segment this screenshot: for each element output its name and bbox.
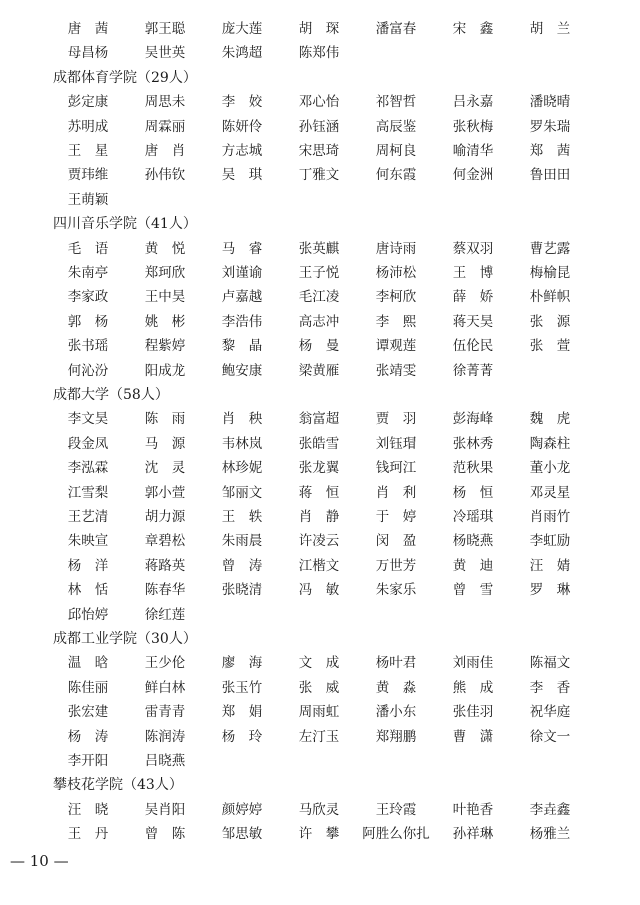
- student-name: 徐文一: [529, 728, 571, 745]
- student-name: 张 威: [298, 679, 340, 696]
- student-name: 张秋梅: [452, 118, 494, 135]
- section-title: 成都工业学院（30人）: [53, 631, 197, 647]
- student-name: 杨 恒: [452, 484, 494, 501]
- student-name: 张书瑶: [67, 338, 109, 355]
- student-name: 蒋路英: [144, 557, 186, 574]
- student-name: 段金凤: [67, 435, 109, 452]
- name-row: [0, 41, 640, 65]
- name-row: [0, 432, 640, 456]
- section-title: 成都大学（58人）: [53, 387, 169, 403]
- student-name: 曾 雪: [452, 582, 494, 599]
- student-name: 钱珂江: [375, 460, 417, 477]
- student-name: 朱家乐: [375, 582, 417, 599]
- name-row: [0, 749, 640, 773]
- student-name: 李 熙: [375, 313, 417, 330]
- student-name: 张龙翼: [298, 460, 340, 477]
- name-row: [0, 90, 640, 114]
- name-row: [0, 505, 640, 529]
- student-name: 孙伟钦: [144, 167, 186, 184]
- student-name: 李 姣: [221, 94, 263, 111]
- student-name: 肖雨竹: [529, 509, 571, 525]
- name-row: [0, 725, 640, 749]
- name-row: [0, 481, 640, 505]
- student-name: 朱鸿超: [221, 45, 263, 62]
- student-name: 何沁汾: [67, 362, 109, 379]
- student-name: 章碧松: [144, 533, 186, 550]
- student-name: 阳成龙: [144, 362, 186, 379]
- student-name: 黄 悦: [144, 240, 186, 257]
- student-name: 潘晓晴: [529, 94, 571, 111]
- student-name: 唐 肖: [144, 143, 186, 159]
- student-name: 王中昊: [144, 289, 186, 306]
- student-name: 张 源: [529, 313, 571, 330]
- student-name: 江雪梨: [67, 484, 109, 501]
- student-name: 毛江凌: [298, 289, 340, 306]
- student-name: 朱雨晨: [221, 533, 263, 550]
- student-name: 丁雅文: [298, 167, 340, 184]
- student-name: 吕晓燕: [144, 753, 186, 769]
- student-name: 马欣灵: [298, 801, 340, 818]
- student-name: 杨 曼: [298, 338, 340, 355]
- name-row: [0, 261, 640, 285]
- student-name: 曾 涛: [221, 557, 263, 574]
- student-name: 张玉竹: [221, 679, 263, 696]
- student-name: 胡 琛: [298, 21, 340, 37]
- student-name: 宋 鑫: [452, 21, 494, 37]
- student-name: 王 星: [67, 143, 109, 159]
- student-name: 邹丽文: [221, 484, 263, 501]
- name-row: [0, 603, 640, 627]
- student-name: 祝华庭: [529, 704, 571, 721]
- student-name: 林珍妮: [221, 460, 263, 477]
- student-name: 于 婷: [375, 509, 417, 525]
- student-name: 肖 利: [375, 484, 417, 501]
- student-name: 徐红莲: [144, 606, 186, 623]
- student-name: 朴鲜帜: [529, 289, 571, 306]
- name-row: [0, 822, 640, 846]
- student-name: 胡力源: [144, 509, 186, 525]
- student-name: 李文昊: [67, 411, 109, 428]
- student-name: 张宏建: [67, 704, 109, 721]
- student-name: 冷瑶琪: [452, 509, 494, 525]
- student-name: 周思未: [144, 94, 186, 111]
- student-name: 李家政: [67, 289, 109, 306]
- student-name: 陈春华: [144, 582, 186, 599]
- student-name: 曹艺露: [529, 240, 571, 257]
- student-name: 杨沛松: [375, 265, 417, 281]
- student-name: 陈郑伟: [298, 45, 340, 62]
- student-name: 吴肖阳: [144, 801, 186, 818]
- student-name: 姚 彬: [144, 313, 186, 330]
- name-row: [0, 285, 640, 309]
- student-name: 陈妍伶: [221, 118, 263, 135]
- student-name: 伍伦民: [452, 338, 494, 355]
- student-name: 鲍安康: [221, 362, 263, 379]
- student-name: 李浩伟: [221, 313, 263, 330]
- name-row: [0, 334, 640, 358]
- student-name: 廖 海: [221, 655, 263, 672]
- student-name: 朱映宣: [67, 533, 109, 550]
- student-name: 孙钰涵: [298, 118, 340, 135]
- student-name: 陈佳丽: [67, 679, 109, 696]
- name-row: [0, 578, 640, 602]
- student-name: 鲁田田: [529, 167, 571, 184]
- name-row: [0, 456, 640, 480]
- name-row: [0, 188, 640, 212]
- section-title: 成都体育学院（29人）: [53, 69, 197, 86]
- student-name: 黄 淼: [375, 679, 417, 696]
- section-header-row: [0, 212, 640, 236]
- student-name: 程紫婷: [144, 338, 186, 355]
- student-name: 张靖雯: [375, 362, 417, 379]
- student-name: 吴世英: [144, 45, 186, 62]
- student-name: 熊 成: [452, 679, 494, 696]
- student-name: 闵 盈: [375, 533, 417, 550]
- student-name: 罗 琳: [529, 582, 571, 599]
- student-name: 王少伦: [144, 655, 186, 672]
- student-name: 刘雨佳: [452, 655, 494, 672]
- student-name: 张英麒: [298, 240, 340, 257]
- student-name: 蒋 恒: [298, 484, 340, 501]
- name-row: [0, 407, 640, 431]
- student-name: 苏明成: [67, 118, 109, 135]
- student-name: 李 香: [529, 679, 571, 696]
- page-number: — 10 —: [10, 852, 69, 870]
- name-row: [0, 529, 640, 553]
- student-name: 黎 晶: [221, 338, 263, 355]
- section-header-row: [0, 383, 640, 407]
- student-name: 贾玮维: [67, 167, 109, 184]
- student-name: 叶艳香: [452, 801, 494, 818]
- student-name: 毛 语: [67, 240, 109, 257]
- student-name: 许 攀: [298, 826, 340, 843]
- student-name: 杨 洋: [67, 557, 109, 574]
- student-name: 高辰鉴: [375, 118, 417, 135]
- student-name: 郭王聪: [144, 21, 186, 37]
- student-name: 彭海峰: [452, 411, 494, 428]
- student-name: 陈福文: [529, 655, 571, 672]
- student-name: 李虹励: [529, 533, 571, 550]
- name-row: [0, 700, 640, 724]
- student-name: 汪 晓: [67, 801, 109, 818]
- student-name: 唐 茜: [67, 21, 109, 37]
- student-name: 李开阳: [67, 753, 109, 769]
- student-name: 王萌颖: [67, 191, 109, 208]
- student-name: 徐菁菁: [452, 362, 494, 379]
- student-name: 蔡双羽: [452, 240, 494, 257]
- student-name: 鲜白林: [144, 679, 186, 696]
- student-name: 邱怡婷: [67, 606, 109, 623]
- student-name: 曾 陈: [144, 826, 186, 843]
- student-name: 卢嘉越: [221, 289, 263, 306]
- student-name: 杨 涛: [67, 728, 109, 745]
- student-name: 郑珂欣: [144, 265, 186, 281]
- name-row: [0, 310, 640, 334]
- student-name: 文 成: [298, 655, 340, 672]
- student-name: 林 恬: [67, 582, 109, 599]
- student-name: 雷青青: [144, 704, 186, 721]
- name-row: [0, 676, 640, 700]
- student-name: 马 睿: [221, 240, 263, 257]
- student-name: 冯 敏: [298, 582, 340, 599]
- student-name: 曹 潇: [452, 728, 494, 745]
- student-name: 郭小萱: [144, 484, 186, 501]
- student-name: 唐诗雨: [375, 240, 417, 257]
- student-name: 何东霞: [375, 167, 417, 184]
- student-name: 马 源: [144, 435, 186, 452]
- student-name: 韦林岚: [221, 435, 263, 452]
- student-name: 邓灵星: [529, 484, 571, 501]
- student-name: 庞大莲: [221, 21, 263, 37]
- student-name: 宋思琦: [298, 143, 340, 159]
- student-name: 杨叶君: [375, 655, 417, 672]
- student-name: 郑翔鹏: [375, 728, 417, 745]
- student-name: 郑 茜: [529, 143, 571, 159]
- student-name: 刘钰瑁: [375, 435, 417, 452]
- name-row: [0, 139, 640, 163]
- section-header-row: [0, 773, 640, 797]
- student-name: 张皓雪: [298, 435, 340, 452]
- student-name: 高志冲: [298, 313, 340, 330]
- student-name: 陈润涛: [144, 728, 186, 745]
- student-name: 何金洲: [452, 167, 494, 184]
- student-name: 张佳羽: [452, 704, 494, 721]
- name-row: [0, 359, 640, 383]
- student-name: 王 轶: [221, 509, 263, 525]
- section-header-row: [0, 66, 640, 90]
- student-name: 杨 玲: [221, 728, 263, 745]
- student-name: 范秋果: [452, 460, 494, 477]
- student-name: 梅榆昆: [529, 265, 571, 281]
- student-name: 邓心怡: [298, 94, 340, 111]
- name-row: [0, 17, 640, 41]
- student-name: 彭定康: [67, 94, 109, 111]
- student-name: 王 丹: [67, 826, 109, 843]
- student-name: 邹思敏: [221, 826, 263, 843]
- student-name: 李垚鑫: [529, 801, 571, 818]
- student-name: 许凌云: [298, 533, 340, 550]
- student-name: 张 萱: [529, 338, 571, 355]
- student-name: 王玲霞: [375, 801, 417, 818]
- section-header-row: [0, 627, 640, 651]
- student-name: 祁智哲: [375, 94, 417, 111]
- student-name: 张晓清: [221, 582, 263, 599]
- student-name: 朱南亭: [67, 265, 109, 281]
- section-title: 攀枝花学院（43人）: [53, 777, 183, 794]
- student-name: 黄 迪: [452, 557, 494, 574]
- student-name: 左汀玉: [298, 728, 340, 745]
- name-row: [0, 115, 640, 139]
- student-name: 温 晗: [67, 655, 109, 672]
- student-name: 潘富春: [375, 21, 417, 37]
- student-name: 李泓霖: [67, 460, 109, 477]
- student-name: 杨晓燕: [452, 533, 494, 550]
- student-name: 刘谨谕: [221, 265, 263, 281]
- student-name: 王 博: [452, 265, 494, 281]
- student-name: 江楷文: [298, 557, 340, 574]
- student-name: 母昌杨: [67, 45, 109, 62]
- student-name: 董小龙: [529, 460, 571, 477]
- student-name: 王艺清: [67, 509, 109, 525]
- student-name: 周柯良: [375, 143, 417, 159]
- student-name: 郑 娟: [221, 704, 263, 721]
- student-name: 沈 灵: [144, 460, 186, 477]
- student-name: 贾 羽: [375, 411, 417, 428]
- student-name: 李柯欣: [375, 289, 417, 306]
- student-name: 魏 虎: [529, 411, 571, 428]
- student-name: 薛 娇: [452, 289, 494, 306]
- student-name: 肖 静: [298, 509, 340, 525]
- name-row: [0, 237, 640, 261]
- student-name: 阿胜么你扎: [362, 826, 430, 843]
- student-name: 陈 雨: [144, 411, 186, 428]
- student-name: 胡 兰: [529, 21, 571, 37]
- name-row: [0, 554, 640, 578]
- student-name: 万世芳: [375, 557, 417, 574]
- name-row: [0, 163, 640, 187]
- student-name: 陶森柱: [529, 435, 571, 452]
- student-name: 肖 秧: [221, 411, 263, 428]
- student-name: 蒋天昊: [452, 313, 494, 330]
- student-name: 张林秀: [452, 435, 494, 452]
- student-name: 翁富超: [298, 411, 340, 428]
- student-name: 喻清华: [452, 143, 494, 159]
- name-row: [0, 798, 640, 822]
- section-title: 四川音乐学院（41人）: [53, 216, 197, 233]
- student-name: 方志城: [221, 143, 263, 159]
- student-name: 郭 杨: [67, 313, 109, 330]
- student-name: 吴 琪: [221, 167, 263, 184]
- student-name: 潘小东: [375, 704, 417, 721]
- student-name: 梁黄雁: [298, 362, 340, 379]
- student-name: 谭观莲: [375, 338, 417, 355]
- student-name: 罗朱瑞: [529, 118, 571, 135]
- student-name: 颜婷婷: [221, 801, 263, 818]
- student-name: 吕永嘉: [452, 94, 494, 111]
- student-name: 汪 婧: [529, 557, 571, 574]
- student-name: 孙祥琳: [452, 826, 494, 843]
- student-name: 周霖丽: [144, 118, 186, 135]
- student-name: 杨雅兰: [529, 826, 571, 843]
- name-row: [0, 651, 640, 675]
- student-name: 王子悦: [298, 265, 340, 281]
- student-name: 周雨虹: [298, 704, 340, 721]
